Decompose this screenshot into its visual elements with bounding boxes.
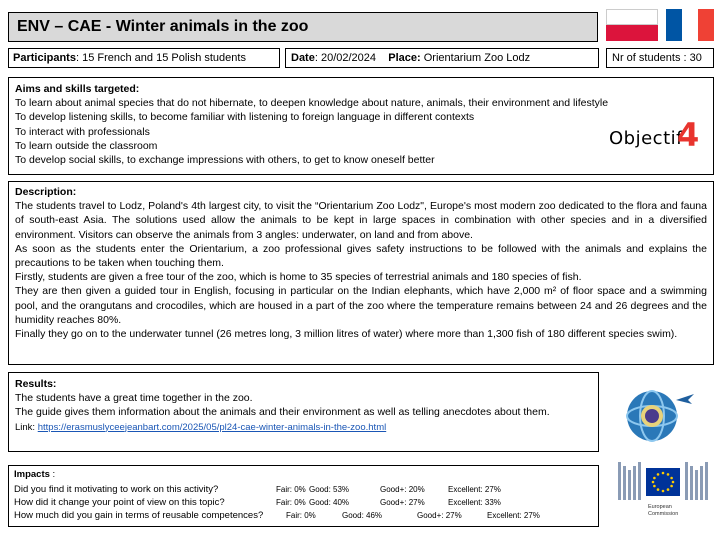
impact-question: Did you find it motivating to work on this activity? — [14, 484, 219, 495]
description-heading: Description: — [15, 186, 77, 198]
objectif-4-logo — [607, 118, 707, 154]
results-item: The guide gives them information about the animals and their environment as well as telling anecdotes about them. — [15, 406, 550, 419]
results-item: The students have a great time together in the zoo. — [15, 392, 253, 405]
impact-question: How did it change your point of view on this topic? — [14, 497, 225, 508]
impact-good: Good: 46% — [342, 511, 383, 520]
impacts-section — [8, 465, 599, 527]
date-place-box — [285, 48, 599, 68]
impact-row — [14, 510, 540, 521]
impact-excellent: Excellent: 33% — [448, 498, 501, 507]
participants-box — [8, 48, 280, 68]
aims-item: To develop social skills, to exchange impressions with others, to get to know oneself better — [15, 154, 435, 167]
impact-excellent: Excellent: 27% — [487, 511, 540, 520]
description-paragraph: Firstly, students are given a free tour of the zoo, which is home to 35 species of terrestrial animals and 180 species of fish. — [15, 271, 582, 284]
description-paragraph: As soon as the students enter the Orientarium, a zoo professional gives safety instructions to be followed with the animals and explains the precautions to be taken when touching them. — [15, 242, 707, 270]
description-paragraph: The students travel to Lodz, Poland's 4th largest city, to visit the “Orientarium Zoo Lodz", Europe's most modern zoo dedicated to the flora and fauna of south-east Asia. The solutions used allow the animals to be kept in large spaces in combination with other species and in a diversified environment. Visitors can observe the animals from 3 angles: underwater, on land and from above. — [15, 200, 707, 241]
students-count-box — [606, 48, 714, 68]
ec-logo-line2: Commission — [648, 510, 679, 517]
description-paragraph: They are then given a guided tour in English, focusing in particular on the Indian elephants, which have 2,000 m² of floor space and a swimming pool, and the orangutans and crocodiles, which are housed in a part of the zoo where the temperature remains between 24 and 26 degrees and the humidity reaches 80%. — [15, 285, 707, 326]
page-title: ENV – CAE - Winter animals in the zoo — [17, 18, 309, 35]
place-label: Place: — [388, 52, 421, 64]
european-commission-logo — [616, 460, 710, 522]
participants-value: : 15 French and 15 Polish students — [75, 52, 246, 64]
aims-heading: Aims and skills targeted: — [15, 83, 140, 95]
impact-excellent: Excellent: 27% — [448, 485, 501, 494]
impact-question: How much did you gain in terms of reusable competences? — [14, 510, 264, 521]
aims-item: To learn outside the classroom — [15, 139, 158, 152]
impact-fair: Fair: 0% — [276, 498, 306, 507]
impact-goodplus: Good+: 20% — [380, 485, 425, 494]
poland-flag-icon — [606, 9, 658, 41]
date-value: : 20/02/2024 — [314, 52, 377, 64]
aims-section — [8, 77, 714, 175]
title-bar — [8, 12, 598, 42]
place-value: Orientarium Zoo Lodz — [423, 52, 531, 64]
results-link-label: Link: — [15, 421, 36, 433]
impact-good: Good: 53% — [309, 485, 350, 494]
objectif-logo-text: Objectif — [609, 128, 683, 149]
ec-logo-line1: European — [648, 504, 672, 510]
results-heading: Results: — [15, 378, 57, 390]
impact-goodplus: Good+: 27% — [417, 511, 462, 520]
impacts-heading: Impacts — [14, 469, 50, 480]
description-section — [8, 181, 714, 365]
impact-fair: Fair: 0% — [276, 485, 306, 494]
aims-item: To learn about animal species that do not hibernate, to deepen knowledge about nature, animals, their environment and lifestyle — [15, 97, 609, 110]
impact-good: Good: 40% — [309, 498, 350, 507]
aims-item: To interact with professionals — [15, 125, 150, 138]
aims-item: To develop listening skills, to become familiar with listening to foreign language in different contexts — [15, 111, 475, 124]
date-label: Date — [291, 52, 315, 64]
impact-goodplus: Good+: 27% — [380, 498, 425, 507]
france-flag-icon — [666, 9, 714, 41]
results-section — [8, 372, 599, 452]
objectif-logo-number: 4 — [677, 116, 700, 154]
students-count: Nr of students : 30 — [612, 52, 702, 64]
impact-row — [14, 484, 501, 495]
description-paragraph: Finally they go on to the underwater tunnel (26 metres long, 3 million litres of water) where more than 1,300 fish of 180 different species swim). — [15, 328, 678, 341]
erasmus-globe-logo — [618, 382, 698, 448]
participants-label: Participants — [13, 52, 76, 64]
impacts-heading-suffix: : — [49, 469, 56, 480]
impact-fair: Fair: 0% — [286, 511, 316, 520]
impact-row — [14, 497, 501, 508]
results-link[interactable]: https://erasmuslyceejeanbart.com/2025/05/pl24-cae-winter-animals-in-the-zoo.html — [37, 421, 387, 433]
